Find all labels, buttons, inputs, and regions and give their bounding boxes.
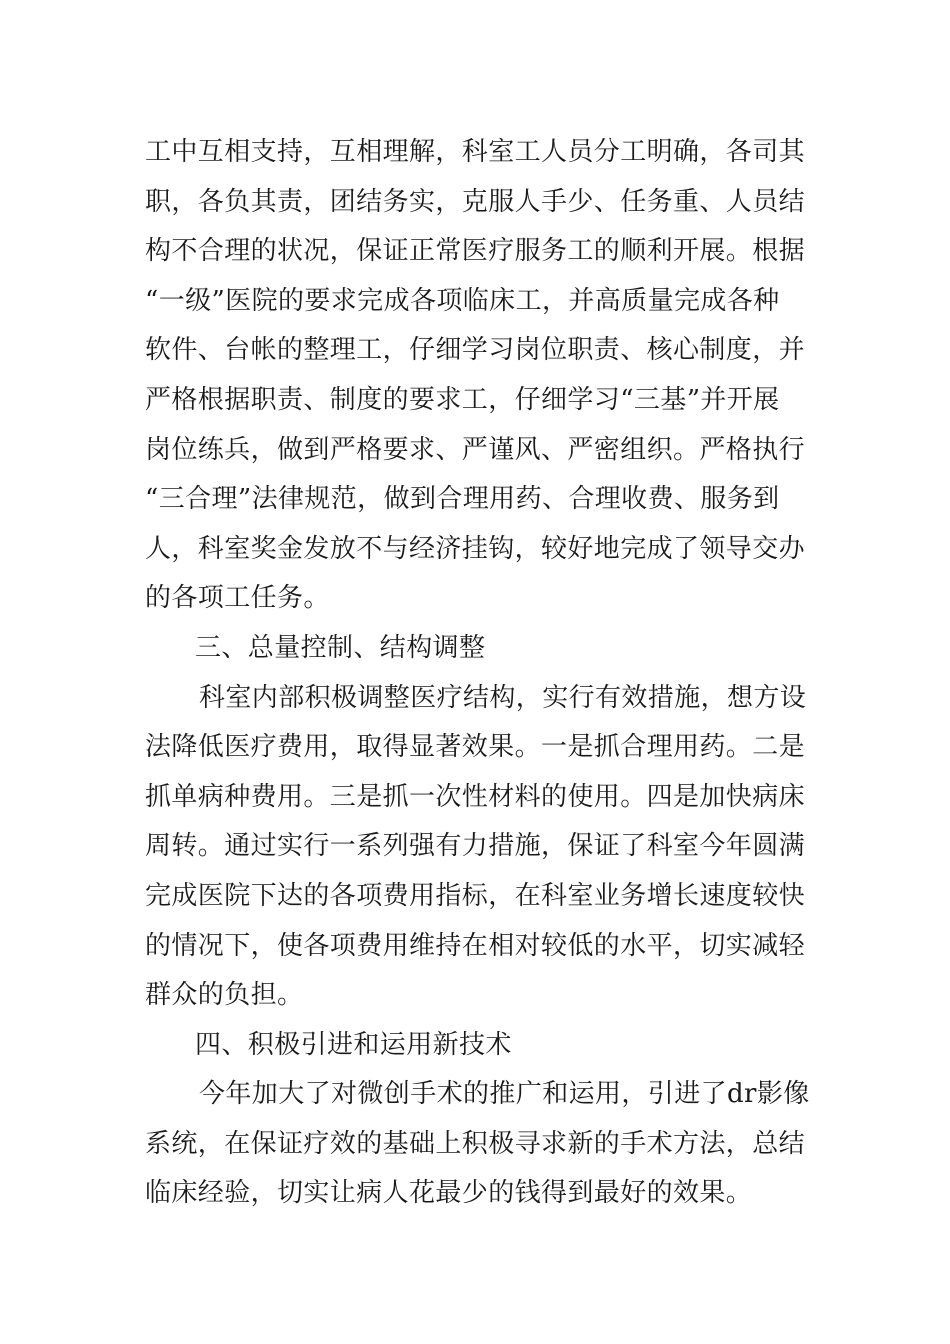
section-heading: 四、积极引进和运用新技术	[195, 1029, 512, 1060]
text-line: “三合理”法律规范，做到合理用药、合理收费、服务到	[145, 484, 780, 515]
text-line: 科室内部积极调整医疗结构，实行有效措施，想方设	[199, 682, 807, 713]
text-line: 完成医院下达的各项费用指标，在科室业务增长速度较快	[145, 880, 806, 911]
text-line: 周转。通过实行一系列强有力措施，保证了科室今年圆满	[145, 831, 806, 862]
text-line: 工中互相支持，互相理解，科室工人员分工明确，各司其	[145, 137, 806, 167]
text-line: 抓单病种费用。三是抓一次性材料的使用。四是加快病床	[145, 781, 806, 812]
text-line: 系统，在保证疗效的基础上积极寻求新的手术方法，总结	[145, 1128, 806, 1159]
paragraph-continuation	[145, 128, 807, 624]
text-line: 构不合理的状况，保证正常医疗服务工的顺利开展。根据	[145, 236, 806, 267]
text-line: 人，科室奖金发放不与经济挂钩，较好地完成了领导交办	[145, 533, 806, 564]
text-line: 的情况下，使各项费用维持在相对较低的水平，切实减轻	[145, 930, 806, 961]
paragraph	[145, 1070, 810, 1219]
text-line: 岗位练兵，做到严格要求、严谨风、严密组织。严格执行	[145, 434, 806, 465]
paragraph	[145, 674, 807, 1021]
document-page	[145, 128, 810, 1219]
text-line: 今年加大了对微创手术的推广和运用，引进了dr影像	[199, 1079, 810, 1110]
text-line: 职，各负其责，团结务实，克服人手少、任务重、人员结	[145, 186, 806, 217]
text-line: 群众的负担。	[145, 980, 304, 1011]
text-line: 的各项工任务。	[145, 583, 330, 614]
text-line: 临床经验，切实让病人花最少的钱得到最好的效果。	[145, 1178, 753, 1209]
text-line: 严格根据职责、制度的要求工，仔细学习“三基”并开展	[145, 384, 780, 415]
text-line: “一级”医院的要求完成各项临床工，并高质量完成各种	[145, 285, 780, 316]
text-line: 软件、台帐的整理工，仔细学习岗位职责、核心制度，并	[145, 335, 806, 366]
text-line: 法降低医疗费用，取得显著效果。一是抓合理用药。二是	[145, 732, 806, 763]
section-heading: 三、总量控制、结构调整	[195, 632, 486, 663]
